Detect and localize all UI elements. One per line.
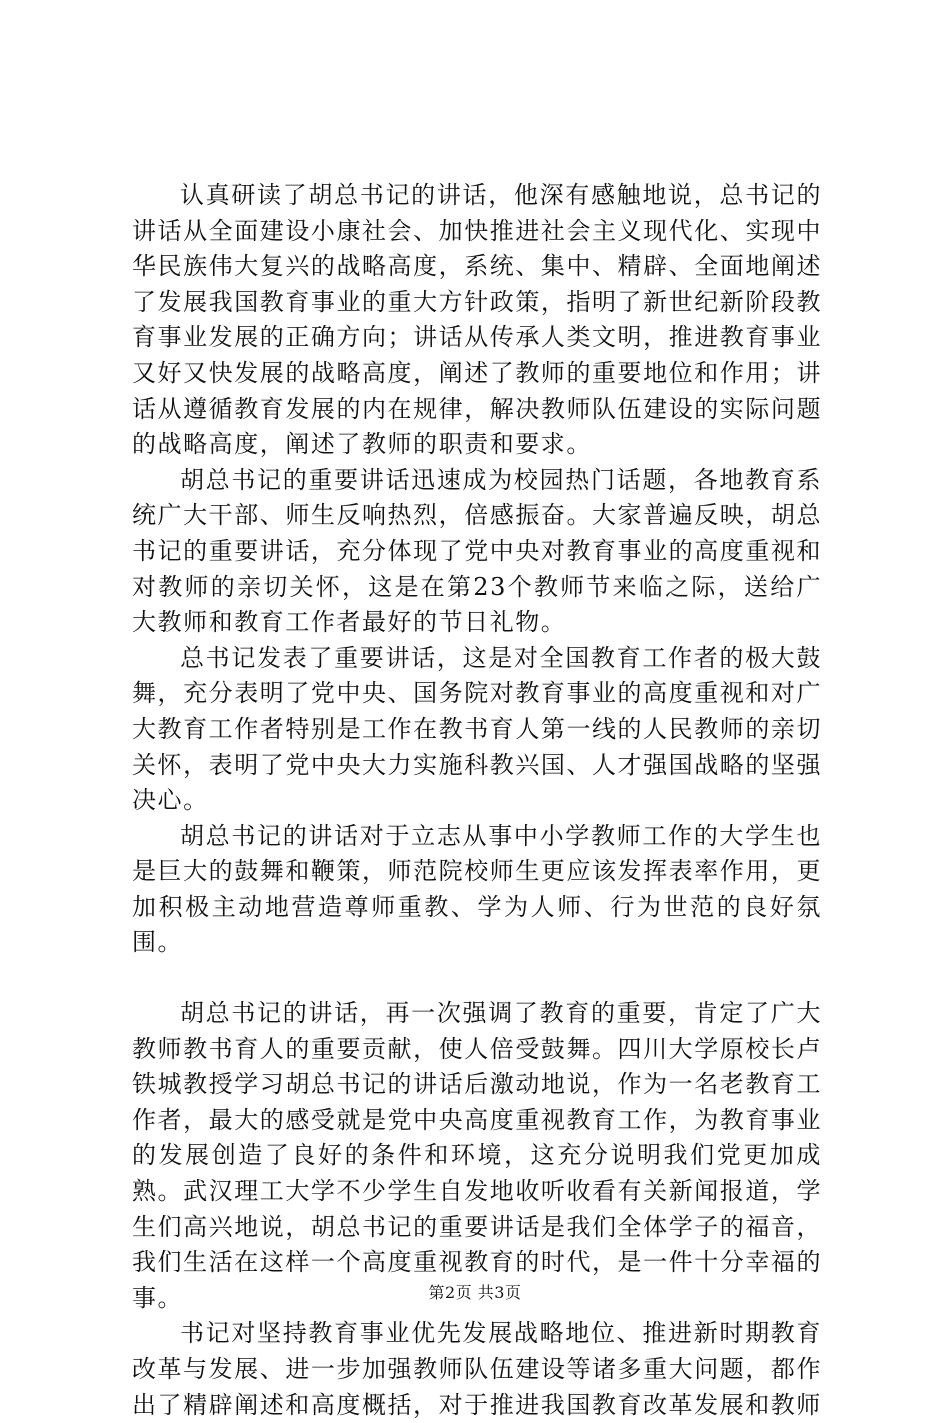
paragraph-2: 胡总书记的重要讲话迅速成为校园热门话题，各地教育系统广大干部、师生反响热烈，倍感振奋。大家普遍反映，胡总书记的重要讲话，充分体现了党中央对教育事业的高度重视和对教师的亲切关怀，这是在第23个教师节来临之际，送给广大教师和教育工作者最好的节日礼物。	[132, 465, 822, 637]
paragraph-5: 胡总书记的讲话，再一次强调了教育的重要，肯定了广大教师教书育人的重要贡献，使人倍受鼓舞。四川大学原校长卢铁城教授学习胡总书记的讲话后激动地说，作为一名老教育工作者，最大的感受就是党中央高度重视教育工作，为教育事业的发展创造了良好的条件和环境，这充分说明我们党更加成熟。武汉理工大学不少学生自发地收听收看有关新闻报道，学生们高兴地说，胡总书记的重要讲话是我们全体学子的福音，我们生活在这样一个高度重视教育的时代，是一件十分幸福的事。	[132, 999, 822, 1312]
paragraph-1: 认真研读了胡总书记的讲话，他深有感触地说，总书记的讲话从全面建设小康社会、加快推进社会主义现代化、实现中华民族伟大复兴的战略高度，系统、集中、精辟、全面地阐述了发展我国教育事业的重大方针政策，指明了新世纪新阶段教育事业发展的正确方向；讲话从传承人类文明，推进教育事业又好又快发展的战略高度，阐述了教师的重要地位和作用；讲话从遵循教育发展的内在规律，解决教师队伍建设的实际问题的战略高度，阐述了教师的职责和要求。	[132, 181, 822, 459]
paragraph-4: 胡总书记的讲话对于立志从事中小学教师工作的大学生也是巨大的鼓舞和鞭策，师范院校师生更应该发挥表率作用，更加积极主动地营造尊师重教、学为人师、行为世范的良好氛围。	[132, 821, 822, 957]
paragraph-6: 书记对坚持教育事业优先发展战略地位、推进新时期教育改革与发展、进一步加强教师队伍建设等诸多重大问题，都作出了精辟阐述和高度概括，对于推进我国教育改革发展和教师	[132, 1319, 822, 1419]
paragraph-3: 总书记发表了重要讲话，这是对全国教育工作者的极大鼓舞，充分表明了党中央、国务院对教育事业的高度重视和对广大教育工作者特别是工作在教书育人第一线的人民教师的亲切关怀，表明了党中央大力实施科教兴国、人才强国战略的坚强决心。	[132, 643, 822, 815]
document-body	[132, 178, 822, 1423]
page-number-footer: 第2页 共3页	[428, 1283, 522, 1302]
